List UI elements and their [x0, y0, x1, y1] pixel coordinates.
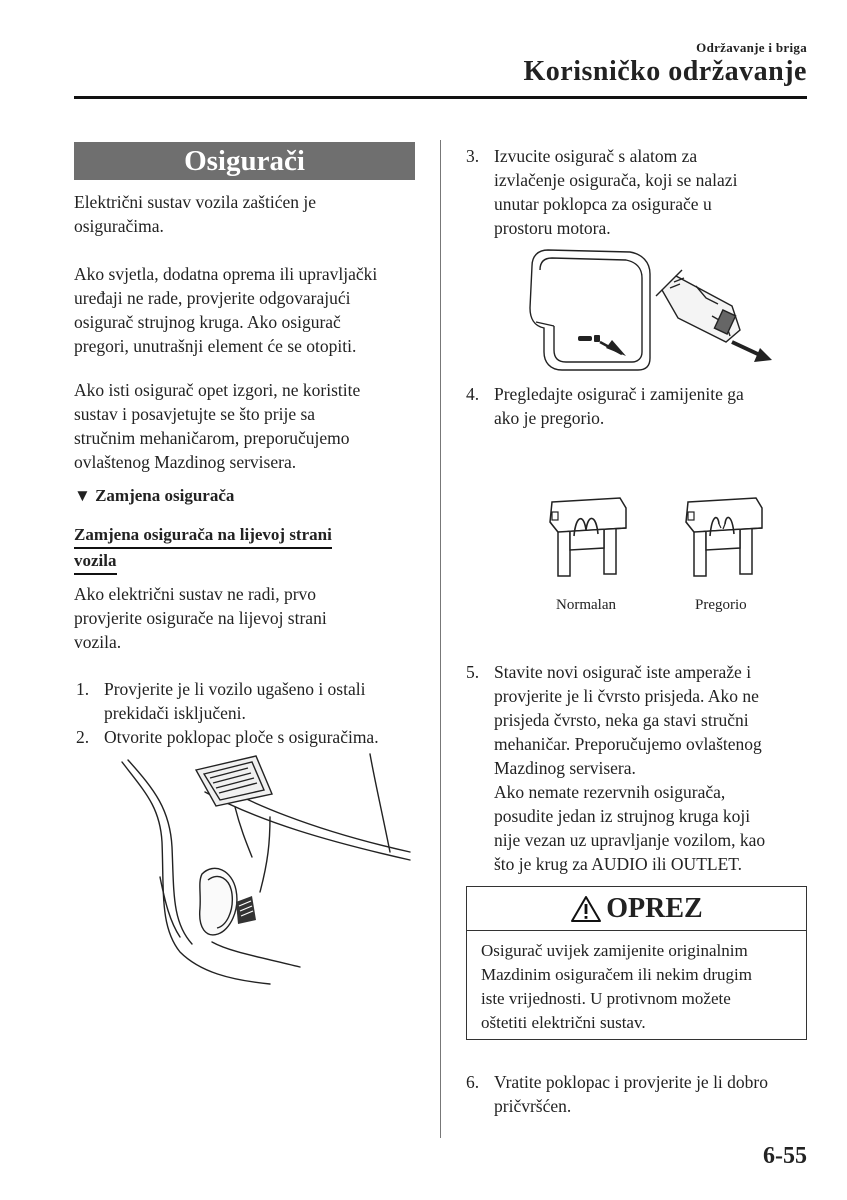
text-line: provjerite osigurače na lijevoj strani: [74, 608, 327, 628]
step-text: unutar poklopca za osigurače u: [494, 194, 712, 214]
step-text: nije vezan uz upravljanje vozilom, kao: [494, 830, 766, 850]
step-number: 5.: [466, 662, 480, 682]
caution-line: Osigurač uvijek zamijenite originalnim: [481, 941, 748, 960]
step-number: 6.: [466, 1072, 480, 1092]
step-text: Ako nemate rezervnih osigurača,: [494, 782, 726, 802]
text-line: ovlaštenog Mazdinog servisera.: [74, 452, 297, 472]
warning-triangle-icon: [570, 895, 602, 923]
step-text: provjerite je li čvrsto prisjeda. Ako ne: [494, 686, 759, 706]
text-line: Ako električni sustav ne radi, prvo: [74, 584, 317, 604]
blown-fuse-icon: [682, 494, 764, 578]
step-text: pričvršćen.: [494, 1096, 572, 1116]
caution-title: OPREZ: [606, 892, 703, 924]
step-number: 2.: [76, 727, 90, 747]
caution-line: oštetiti električni sustav.: [481, 1013, 646, 1032]
triangle-marker-icon: ▼: [74, 486, 91, 505]
section-banner: Osigurači: [74, 142, 415, 180]
fuse-panel-cover-illustration: [120, 752, 415, 987]
step-number: 3.: [466, 146, 480, 166]
step-text: Otvorite poklopac ploče s osiguračima.: [104, 727, 379, 747]
text-line: sustav i posavjetujte se što prije sa: [74, 404, 316, 424]
step-text: što je krug za AUDIO ili OUTLET.: [494, 854, 743, 874]
header-rule: [74, 96, 807, 99]
paragraph: [74, 262, 377, 358]
step-item: [76, 677, 416, 725]
step-text: Provjerite je li vozilo ugašeno i ostali: [104, 679, 366, 699]
text-line: vozila.: [74, 632, 122, 652]
page-number: 6-55: [763, 1143, 807, 1169]
step-number: 4.: [466, 384, 480, 404]
fuse-caption-normal: Normalan: [556, 597, 616, 613]
step-item: [466, 144, 806, 240]
caution-box: [466, 886, 807, 1040]
step-text: ako je pregorio.: [494, 408, 605, 428]
fuse-puller-illustration: [526, 246, 786, 376]
step-text: prostoru motora.: [494, 218, 611, 238]
step-text: prisjeda čvrsto, neka ga stavi stručni: [494, 710, 749, 730]
paragraph: [74, 378, 360, 474]
text-line: Električni sustav vozila zaštićen je: [74, 192, 316, 212]
text-line: stručnim mehaničarom, preporučujemo: [74, 428, 350, 448]
heading-line: vozila: [74, 549, 117, 575]
heading-line: Zamjena osigurača na lijevoj strani: [74, 523, 332, 549]
caution-header: [467, 887, 806, 931]
paragraph: [74, 582, 327, 654]
text-line: osigurač strujnog kruga. Ako osigurač: [74, 312, 341, 332]
caution-line: iste vrijednosti. U protivnom možete: [481, 989, 731, 1008]
step-text: Vratite poklopac i provjerite je li dobro: [494, 1072, 769, 1092]
text-line: osiguračima.: [74, 216, 164, 236]
step-item: [466, 382, 806, 430]
text-line: Ako isti osigurač opet izgori, ne koristite: [74, 380, 361, 400]
caution-text: [481, 939, 752, 1035]
step-text: mehaničar. Preporučujemo ovlaštenog: [494, 734, 762, 754]
subsection-heading: [74, 486, 234, 506]
step-item: [466, 660, 806, 876]
step-text: izvlačenje osigurača, koji se nalazi: [494, 170, 738, 190]
step-text: prekidači isključeni.: [104, 703, 246, 723]
text-line: uređaji ne rade, provjerite odgovarajući: [74, 288, 351, 308]
underlined-heading: [74, 523, 332, 575]
step-item: [466, 1070, 806, 1118]
text-line: Ako svjetla, dodatna oprema ili upravljački: [74, 264, 378, 284]
step-text: Pregledajte osigurač i zamijenite ga: [494, 384, 744, 404]
intro-paragraph: [74, 190, 316, 238]
column-divider: [440, 140, 441, 1138]
subsection-title: Zamjena osigurača: [95, 486, 235, 505]
section-name: Održavanje i briga: [696, 40, 807, 55]
step-text: Izvucite osigurač s alatom za: [494, 146, 698, 166]
step-text: Stavite novi osigurač iste amperaže i: [494, 662, 752, 682]
normal-fuse-icon: [546, 494, 628, 578]
step-text: Mazdinog servisera.: [494, 758, 636, 778]
step-number: 1.: [76, 679, 90, 699]
step-text: posudite jedan iz strujnog kruga koji: [494, 806, 751, 826]
step-item: [76, 725, 416, 749]
fuse-caption-blown: Pregorio: [695, 597, 747, 613]
page-title: Korisničko održavanje: [523, 56, 807, 87]
text-line: pregori, unutrašnji element će se otopiti.: [74, 336, 357, 356]
caution-line: Mazdinim osiguračem ili nekim drugim: [481, 965, 753, 984]
